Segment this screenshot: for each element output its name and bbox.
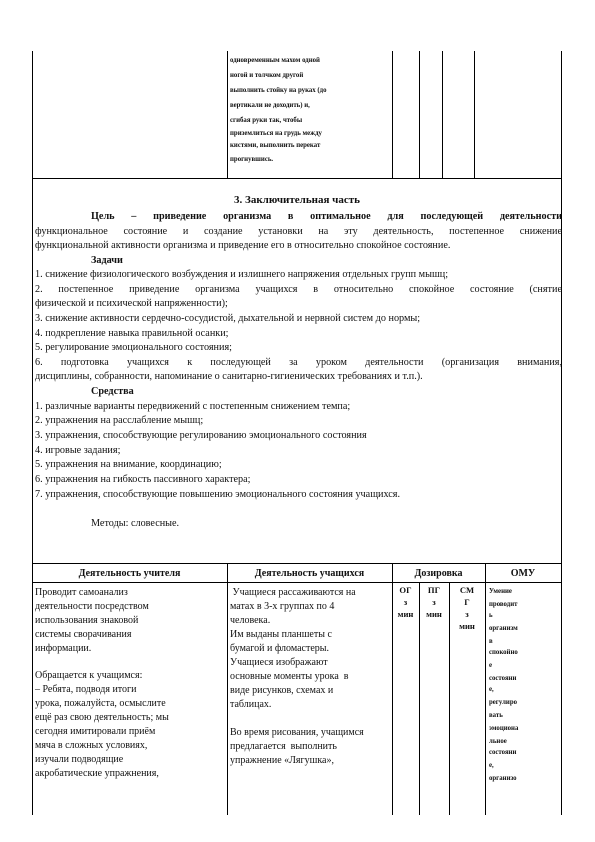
student-line: предлагается выполнить bbox=[230, 741, 337, 752]
list-item: 5. упражнения на внимание, координацию; bbox=[35, 459, 222, 470]
student-line: таблицах. bbox=[230, 699, 272, 710]
omu-line: состояни bbox=[489, 675, 517, 682]
top-cell-line: прогнувшись. bbox=[230, 156, 274, 163]
student-line: человека. bbox=[230, 615, 271, 626]
list-item: 7. упражнения, способствующие повышению эмоционального состояния учащихся. bbox=[35, 489, 401, 500]
omu-line: организо bbox=[489, 775, 517, 782]
teacher-line: деятельности посредством bbox=[35, 601, 149, 612]
list-item: 3. упражнения, способствующие регулированию эмоционального состояния bbox=[35, 430, 367, 441]
student-line: Им выданы планшеты с bbox=[230, 629, 332, 640]
omu-line: спокойно bbox=[489, 649, 518, 656]
omu-line: состояни bbox=[489, 749, 517, 756]
header-omu: ОМУ bbox=[510, 568, 536, 579]
omu-line: в bbox=[489, 638, 493, 645]
dosage-label: з bbox=[432, 597, 436, 607]
list-item: 5. регулирование эмоционального состояния; bbox=[35, 342, 232, 353]
student-line: упражнение «Лягушка», bbox=[230, 755, 334, 766]
teacher-line: системы сворачивания bbox=[35, 629, 132, 640]
omu-line: организм bbox=[489, 625, 518, 632]
dosage-label: ПГ bbox=[427, 585, 441, 595]
omu-line: регулиро bbox=[489, 699, 518, 706]
list-item: 1. различные варианты передвижений с постепенным снижением темпа; bbox=[35, 401, 351, 412]
list-item: 2. упражнения на расслабление мышц; bbox=[35, 415, 204, 426]
student-line: бумагой и фломастеры. bbox=[230, 643, 330, 654]
student-line: Учащиеся рассаживаются на bbox=[230, 587, 356, 598]
means-heading: Средства bbox=[91, 386, 134, 397]
top-cell-line: кистями, выполнить перекат bbox=[230, 142, 321, 149]
top-cell-line: сгибая руки так, чтобы bbox=[230, 117, 303, 124]
goal-line: Цель – приведение организма в оптимальное для последующей деятельности bbox=[91, 211, 562, 222]
dosage-label: СМ bbox=[459, 585, 475, 595]
top-cell-line: вертикали не доходить) и, bbox=[230, 102, 310, 109]
tasks-heading: Задачи bbox=[91, 255, 123, 266]
omu-line: эмоциона bbox=[489, 725, 519, 732]
goal-line bbox=[91, 210, 562, 223]
teacher-line: Обращается к учащимся: bbox=[35, 670, 143, 681]
list-item: 1. снижение физиологического возбуждения и излишнего напряжения отдельных групп мышц; bbox=[35, 269, 449, 280]
dosage-label: мин bbox=[397, 609, 414, 619]
list-item: 4. игровые задания; bbox=[35, 445, 121, 456]
teacher-line: изучали подводящие bbox=[35, 754, 124, 765]
goal-line: функциональное состояние и создание установки на эту деятельность, постепенное снижение bbox=[35, 226, 562, 237]
top-cell-line: приземлиться на грудь между bbox=[230, 130, 322, 137]
dosage-label: з bbox=[403, 597, 408, 607]
top-cell-line: ногой и толчком другой bbox=[230, 72, 304, 79]
methods-text: Методы: словесные. bbox=[91, 518, 180, 529]
omu-line: е bbox=[489, 662, 493, 669]
top-cell-line: одновременным махом одной bbox=[230, 57, 320, 64]
list-item: дисциплины, собранности, напоминание о санитарно-гигиенических требованиях и т.п.). bbox=[35, 371, 423, 382]
student-line: виде рисунков, схемах и bbox=[230, 685, 334, 696]
teacher-line: урока, пожалуйста, осмыслите bbox=[35, 698, 166, 709]
teacher-line: мяча в сложных условиях, bbox=[35, 740, 148, 751]
list-item: физической и психической напряженности); bbox=[35, 298, 228, 309]
top-cell-line: выполнить стойку на руках (до bbox=[230, 87, 327, 94]
dosage-label: з bbox=[465, 609, 469, 619]
dosage-label: мин bbox=[459, 621, 475, 631]
list-item: 6. упражнения на гибкость пассивного характера; bbox=[35, 474, 251, 485]
header-dosage: Дозировка bbox=[414, 568, 463, 579]
omu-line: е, bbox=[489, 762, 494, 769]
dosage-label: Г bbox=[464, 597, 470, 607]
omu-line: проводит bbox=[489, 601, 518, 608]
header-students: Деятельность учащихся bbox=[254, 568, 365, 579]
list-item: 4. подкрепление навыка правильной осанки; bbox=[35, 328, 229, 339]
teacher-line: – Ребята, подводя итоги bbox=[35, 684, 137, 695]
section-title: 3. Заключительная часть bbox=[234, 194, 360, 206]
omu-line: ь bbox=[489, 612, 493, 619]
omu-line: вать bbox=[489, 712, 503, 719]
teacher-line: информации. bbox=[35, 643, 92, 654]
dosage-label: ОГ bbox=[399, 585, 412, 595]
teacher-line: Проводит самоанализ bbox=[35, 587, 128, 598]
student-line: матах в 3-х группах по 4 bbox=[230, 601, 335, 612]
teacher-line: использования знаковой bbox=[35, 615, 139, 626]
omu-line: е, bbox=[489, 686, 494, 693]
goal-line: функциональной активности организма и приведение его в относительно спокойное состояние. bbox=[35, 240, 451, 251]
student-line: основные моменты урока в bbox=[230, 671, 349, 682]
teacher-line: сегодня имитировали приём bbox=[35, 726, 156, 737]
omu-line: Умение bbox=[489, 588, 512, 595]
list-item: 6. подготовка учащихся к последующей за уроком деятельности (организация внимания, bbox=[35, 357, 562, 368]
student-line: Учащиеся изображают bbox=[230, 657, 328, 668]
dosage-label: мин bbox=[426, 609, 442, 619]
header-teacher: Деятельность учителя bbox=[78, 568, 181, 579]
list-item: 2. постепенное приведение организма учащихся в относительно спокойное состояние (снятие bbox=[35, 284, 562, 295]
omu-line: льное bbox=[489, 738, 507, 745]
student-line: Во время рисования, учащимся bbox=[230, 727, 364, 738]
list-item: 3. снижение активности сердечно-сосудистой, дыхательной и нервной систем до нормы; bbox=[35, 313, 421, 324]
teacher-line: ещё раз свою деятельность; мы bbox=[35, 712, 169, 723]
teacher-line: акробатические упражнения, bbox=[35, 768, 159, 779]
